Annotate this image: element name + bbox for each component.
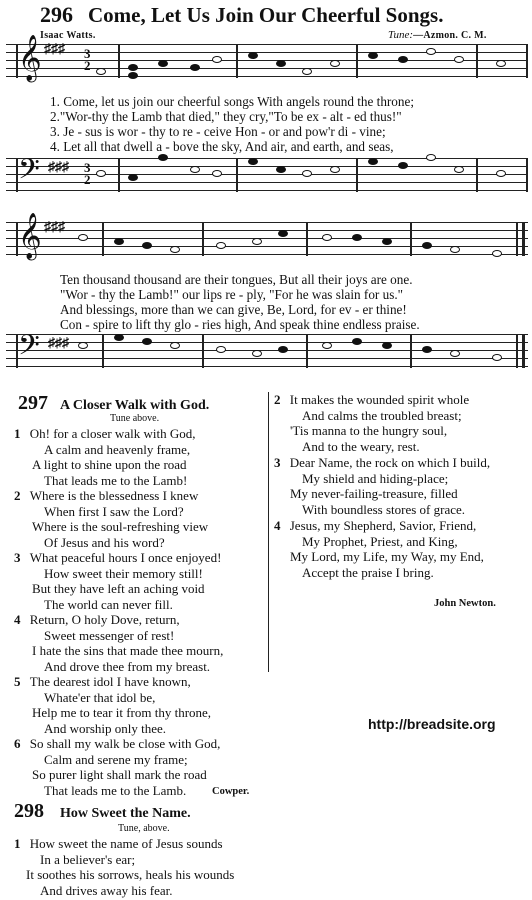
key-signature: ♯♯♯ — [48, 160, 69, 175]
lyric-line: Con - spire to lift thy glo - ries high, And speak thine endless praise. — [60, 317, 420, 332]
verse-line: And worship only thee. — [44, 720, 167, 736]
hymn-number: 297 — [18, 392, 48, 414]
verse — [14, 426, 268, 488]
hymn-title: Come, Let Us Join Our Cheerful Songs. — [88, 3, 444, 27]
verse-number: 1 — [14, 836, 21, 851]
time-signature: 3 2 — [84, 46, 91, 73]
verse-line: And drives away his fear. — [40, 882, 173, 898]
lyric-line: 2."Wor-thy the Lamb that died," they cry,"To be ex - alt - ed thus!" — [50, 109, 402, 124]
verse-number: 6 — [14, 736, 21, 751]
verse-number: 4 — [14, 612, 21, 627]
verse — [14, 488, 268, 550]
lyric-block-1 — [50, 94, 414, 154]
verse — [14, 550, 268, 612]
verse — [14, 612, 268, 674]
verse-line: Accept the praise I bring. — [302, 564, 434, 580]
verse-number: 2 — [274, 392, 281, 407]
verse-line: I hate the sins that made thee mourn, — [32, 643, 224, 659]
verse-line: The world can never fill. — [44, 596, 173, 612]
hymn-author: Cowper. — [212, 786, 250, 797]
verse-line: And calms the troubled breast; — [302, 407, 462, 423]
verse-line: What peaceful hours I once enjoyed! — [29, 550, 222, 565]
bass-clef-icon: 𝄢 — [18, 331, 40, 368]
key-signature: ♯♯♯ — [44, 42, 65, 57]
verse-line: My shield and hiding-place; — [302, 470, 449, 486]
verse-number: 5 — [14, 674, 21, 689]
hymn-author: John Newton. — [434, 598, 496, 609]
lyric-line: Ten thousand thousand are their tongues, But all their joys are one. — [60, 272, 413, 287]
tune-label: Tune: — [388, 29, 414, 41]
lyric-line: 1. Come, let us join our cheerful songs With angels round the throne; — [50, 94, 415, 109]
key-signature: ♯♯♯ — [44, 220, 65, 235]
verse-line: That leads me to the Lamb! — [44, 472, 188, 488]
verse-line: When first I saw the Lord? — [44, 503, 184, 519]
verse-line: A light to shine upon the road — [32, 457, 187, 473]
verse-line: Return, O holy Dove, return, — [29, 612, 180, 627]
time-signature: 3 2 — [84, 160, 91, 187]
verse-line: With boundless stores of grace. — [302, 501, 466, 517]
verse-line: My never-failing-treasure, filled — [290, 486, 458, 502]
verse — [274, 455, 530, 518]
hymn-number: 298 — [14, 800, 44, 822]
bass-staff-1 — [6, 155, 528, 192]
verse-line: My Lord, my Life, my Way, my End, — [290, 549, 484, 565]
verse-line: How sweet the name of Jesus sounds — [29, 836, 223, 851]
verse-line: And drove thee from my breast. — [44, 658, 211, 674]
hymn-title: How Sweet the Name. — [60, 806, 191, 821]
verse-line: A calm and heavenly frame, — [44, 441, 191, 457]
hymn-297-heading — [18, 392, 209, 415]
verse-line: My Prophet, Priest, and King, — [302, 533, 458, 549]
treble-clef-icon: 𝄞 — [18, 35, 42, 80]
key-signature: ♯♯♯ — [48, 336, 69, 351]
tune-info — [388, 29, 487, 41]
verse-number: 4 — [274, 518, 281, 533]
bass-clef-icon: 𝄢 — [18, 155, 40, 192]
tune-name: —Azmon. C. M. — [413, 30, 487, 41]
hymn-number: 296 — [40, 2, 73, 27]
treble-clef-icon: 𝄞 — [18, 213, 42, 258]
verse-line: Of Jesus and his word? — [44, 534, 165, 550]
hymn-298-continued — [274, 392, 530, 581]
verse-line: The dearest idol I have known, — [29, 674, 191, 689]
verse-line: It soothes his sorrows, heals his wounds — [26, 867, 235, 883]
bass-staff-2 — [6, 331, 528, 368]
verse-line: Where is the blessedness I knew — [29, 488, 199, 503]
verse-line: So shall my walk be close with God, — [29, 736, 221, 751]
verse-line: Jesus, my Shepherd, Savior, Friend, — [289, 518, 477, 533]
tune-note: Tune above. — [110, 413, 160, 424]
verse-line: Whate'er that idol be, — [44, 689, 156, 705]
verse-line: That leads me to the Lamb. — [44, 782, 187, 798]
treble-staff-2 — [6, 213, 528, 258]
verse-line: It makes the wounded spirit whole — [289, 392, 470, 407]
verse-line: Sweet messenger of rest! — [44, 627, 175, 643]
verse-line: But they have left an aching void — [32, 581, 205, 597]
tune-note: Tune, above. — [118, 823, 170, 834]
hymn-297-verses — [14, 426, 268, 798]
lyric-line: 3. Je - sus is wor - thy to re - ceive Hon - or and pow'r di - vine; — [50, 124, 386, 139]
lyric-line: 4. Let all that dwell a - bove the sky, And air, and earth, and seas, — [50, 139, 394, 154]
verse-line: And to the weary, rest. — [302, 438, 420, 454]
verse-line: Help me to tear it from thy throne, — [32, 705, 212, 721]
verse-line: Oh! for a closer walk with God, — [29, 426, 196, 441]
verse-line: How sweet their memory still! — [44, 565, 203, 581]
verse-line: Where is the soul-refreshing view — [32, 519, 209, 535]
lyric-block-2 — [60, 272, 420, 332]
verse-line: In a believer's ear; — [40, 851, 136, 867]
verse — [274, 392, 530, 455]
verse — [14, 674, 268, 736]
verse-number: 1 — [14, 426, 21, 441]
column-divider — [268, 392, 269, 672]
verse-line: 'Tis manna to the hungry soul, — [290, 423, 448, 439]
hymn-298-heading — [14, 800, 191, 823]
verse-line: So purer light shall mark the road — [32, 767, 207, 783]
watermark-url: http://breadsite.org — [368, 716, 496, 732]
hymn-298-verse — [14, 836, 234, 898]
hymn-title: A Closer Walk with God. — [60, 398, 210, 413]
verse-number: 3 — [274, 455, 281, 470]
lyric-line: "Wor - thy the Lamb!" our lips re - ply, "For he was slain for us." — [60, 287, 404, 302]
verse — [274, 518, 530, 581]
hymn-author: Isaac Watts. — [40, 30, 96, 41]
verse-line: Dear Name, the rock on which I build, — [289, 455, 491, 470]
verse-number: 3 — [14, 550, 21, 565]
lyric-line: And blessings, more than we can give, Be, Lord, for ev - er thine! — [60, 302, 407, 317]
verse-number: 2 — [14, 488, 21, 503]
verse-line: Calm and serene my frame; — [44, 751, 188, 767]
